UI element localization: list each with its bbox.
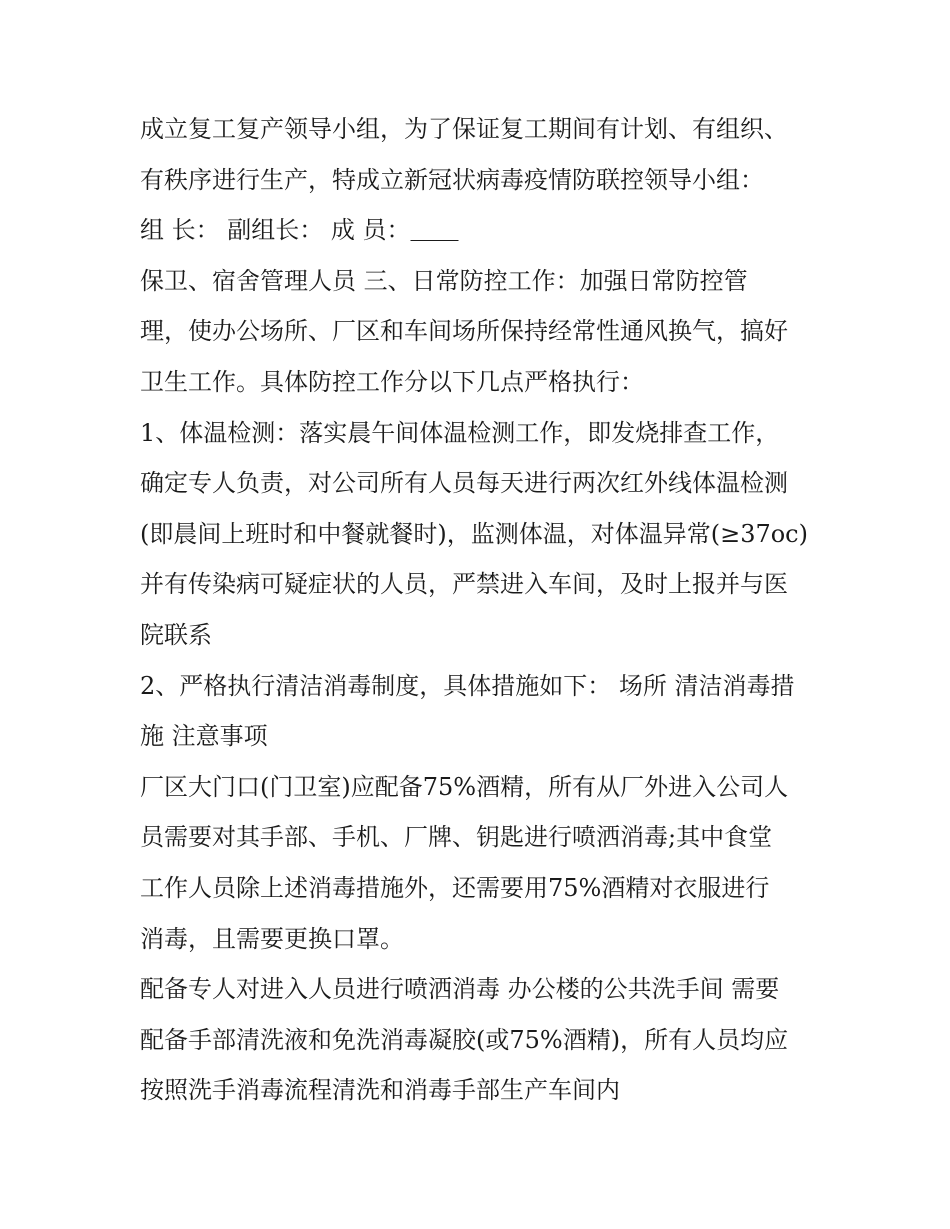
text-line: 工作人员除上述消毒措施外，还需要用75%酒精对衣服进行 — [140, 873, 770, 902]
text-line: 确定专人负责，对公司所有人员每天进行两次红外线体温检测 — [140, 469, 788, 498]
text-line: 卫生工作。具体防控工作分以下几点严格执行： — [140, 367, 644, 396]
text-line: 消毒，且需要更换口罩。 — [140, 924, 404, 953]
text-line: 成立复工复产领导小组，为了保证复工期间有计划、有组织、 — [140, 115, 788, 143]
text-line: 1、体温检测：落实晨午间体温检测工作，即发烧排查工作， — [140, 418, 780, 447]
text-line: 保卫、宿舍管理人员 三、日常防控工作：加强日常防控管 — [140, 266, 748, 295]
text-line: (即晨间上班时和中餐就餐时)，监测体温，对体温异常(≥37oc) — [140, 519, 808, 548]
text-line: 理，使办公场所、厂区和车间场所保持经常性通风换气，搞好 — [140, 317, 788, 346]
text-line: 厂区大门口(门卫室)应配备75%酒精，所有从厂外进入公司人 — [140, 772, 789, 801]
text-line: 院联系 — [140, 620, 212, 649]
text-line: 并有传染病可疑症状的人员，严禁进入车间，及时上报并与医 — [140, 570, 788, 599]
text-line: 有秩序进行生产，特成立新冠状病毒疫情防联控领导小组： — [140, 165, 764, 194]
text-line: 配备手部清洗液和免洗消毒凝胶(或75%酒精)，所有人员均应 — [140, 1025, 789, 1054]
text-line: 配备专人对进入人员进行喷洒消毒 办公楼的公共洗手间 需要 — [140, 975, 780, 1004]
text-line: 员需要对其手部、手机、厂牌、钥匙进行喷洒消毒;其中食堂 — [140, 823, 773, 852]
text-line: 按照洗手消毒流程清洗和消毒手部生产车间内 — [140, 1076, 620, 1105]
document-body — [140, 104, 830, 1116]
text-line: 组 长： 副组长： 成 员：＿＿ — [140, 216, 459, 245]
text-line: 2、严格执行清洁消毒制度，具体措施如下： 场所 清洁消毒措 — [140, 671, 795, 700]
text-line: 施 注意事项 — [140, 722, 268, 751]
